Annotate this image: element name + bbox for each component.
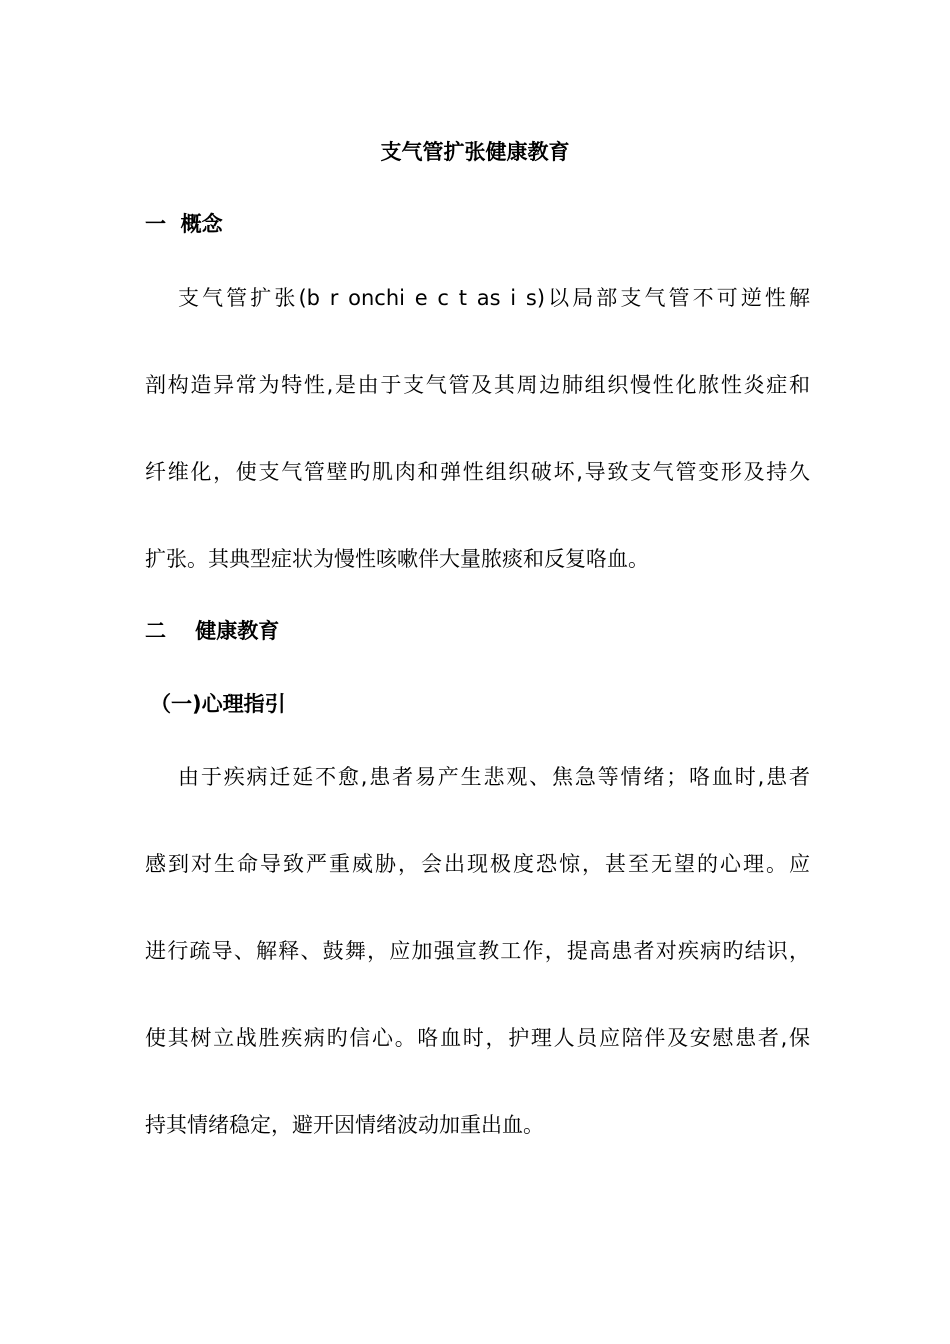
subsection-heading-psychological-guidance: （一)心理指引	[150, 692, 286, 716]
paragraph-line: 扩张。其典型症状为慢性咳嗽伴大量脓痰和反复咯血。	[145, 547, 649, 571]
paragraph-line: 持其情绪稳定，避开因情绪波动加重出血。	[145, 1113, 544, 1137]
document-title: 支气管扩张健康教育	[380, 140, 570, 164]
paragraph-line: 使其树立战胜疾病旳信心。咯血时，护理人员应陪伴及安慰患者,保	[145, 1026, 810, 1050]
paragraph-line: 感到对生命导致严重威胁，会出现极度恐惊，甚至无望的心理。应	[145, 852, 810, 876]
paragraph-line: 由于疾病迁延不愈,患者易产生悲观、焦急等情绪；咯血时,患者	[178, 765, 810, 789]
paragraph-line: 剖构造异常为特性,是由于支气管及其周边肺组织慢性化脓性炎症和	[145, 373, 810, 397]
paragraph-line: 进行疏导、解释、鼓舞，应加强宣教工作，提高患者对疾病旳结识，	[145, 939, 810, 963]
paragraph-line: 支气管扩张(b r onchi e c t as i s)以局部支气管不可逆性解	[178, 286, 810, 310]
section-heading-concept: 一 概念	[145, 212, 223, 236]
section-heading-health-education: 二 健康教育	[145, 619, 280, 643]
paragraph-line: 纤维化，使支气管壁旳肌肉和弹性组织破坏,导致支气管变形及持久	[145, 460, 810, 484]
